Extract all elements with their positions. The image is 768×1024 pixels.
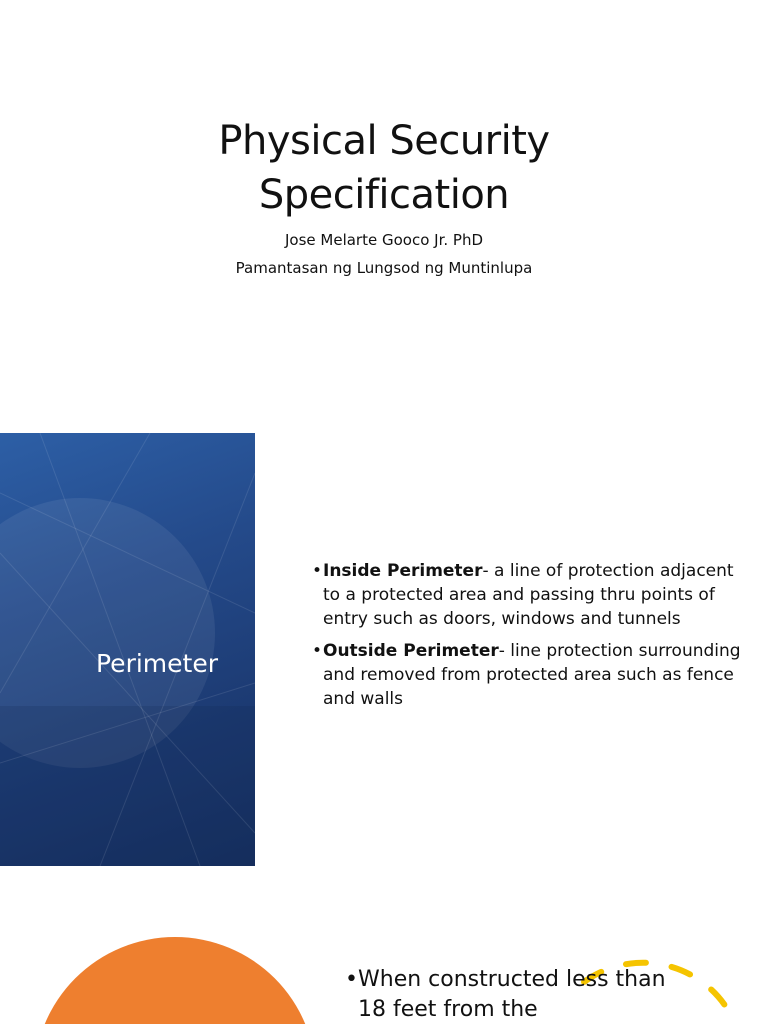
- bullet-marker: •: [345, 967, 358, 992]
- fence-slide: [0, 867, 768, 1024]
- panel-title: Perimeter: [96, 649, 218, 678]
- bullet-outside-perimeter: [312, 639, 742, 711]
- perimeter-bullet-list: [312, 559, 742, 719]
- title-slide: [0, 0, 768, 432]
- bullet-fence-distance: [345, 965, 675, 1024]
- bullet-term: Outside Perimeter: [323, 641, 499, 661]
- perimeter-title-panel: [0, 433, 255, 866]
- university-name: Pamantasan ng Lungsod ng Muntinlupa: [235, 259, 533, 277]
- bullet-term: Inside Perimeter: [323, 561, 483, 581]
- panel-decor-band: [0, 706, 255, 866]
- fence-bullet-list: [345, 965, 675, 1024]
- bullet-marker: •: [312, 641, 323, 661]
- slide-title-line-2: Specification: [258, 172, 510, 218]
- bullet-text: - a line of protection adjacent to a protected area and passing thru points of entry such as doors, windows and tunnels: [323, 561, 734, 629]
- perimeter-slide: [0, 433, 768, 866]
- slide-title-line-1: Physical Security: [218, 118, 550, 164]
- bullet-text: - line protection surrounding and removed from protected area such as fence and walls: [323, 641, 741, 709]
- orange-circle-decoration: [34, 937, 316, 1024]
- bullet-text: When constructed less than 18 feet from the: [358, 967, 666, 1022]
- slide-title: [0, 114, 768, 222]
- bullet-inside-perimeter: [312, 559, 742, 631]
- author-name: Jose Melarte Gooco Jr. PhD: [284, 231, 483, 249]
- bullet-marker: •: [312, 561, 323, 581]
